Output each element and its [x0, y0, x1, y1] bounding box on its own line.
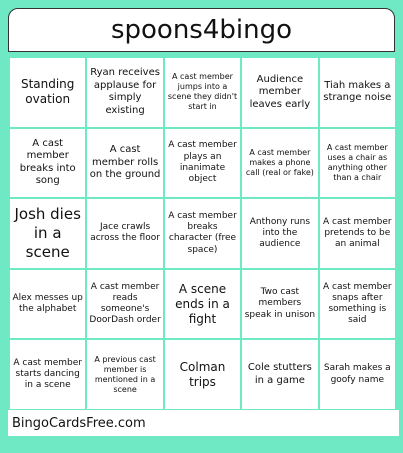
bingo-cell[interactable]: Colman trips [164, 339, 241, 410]
bingo-cell[interactable]: Audience member leaves early [241, 57, 318, 128]
bingo-card [8, 8, 395, 438]
bingo-cell[interactable]: A cast member jumps into a scene they didn't start in [164, 57, 241, 128]
bingo-cell[interactable]: A previous cast member is mentioned in a scene [86, 339, 163, 410]
bingo-cell[interactable]: Standing ovation [9, 57, 86, 128]
bingo-cell[interactable]: Anthony runs into the audience [241, 198, 318, 269]
footer-site-name: BingoCardsFree.com [8, 410, 399, 436]
bingo-cell[interactable]: Sarah makes a goofy name [319, 339, 396, 410]
bingo-cell[interactable]: A cast member makes a phone call (real or fake) [241, 128, 318, 199]
bingo-cell[interactable]: A cast member reads someone's DoorDash order [86, 269, 163, 340]
bingo-cell[interactable]: Ryan receives applause for simply existing [86, 57, 163, 128]
bingo-cell[interactable]: A cast member starts dancing in a scene [9, 339, 86, 410]
bingo-grid [8, 56, 397, 411]
bingo-cell[interactable]: Cole stutters in a game [241, 339, 318, 410]
bingo-cell[interactable]: A cast member snaps after something is said [319, 269, 396, 340]
bingo-cell[interactable]: Alex messes up the alphabet [9, 269, 86, 340]
bingo-cell[interactable]: A cast member rolls on the ground [86, 128, 163, 199]
bingo-cell[interactable]: Josh dies in a scene [9, 198, 86, 269]
bingo-cell[interactable]: Two cast members speak in unison [241, 269, 318, 340]
bingo-cell[interactable]: A cast member breaks into song [9, 128, 86, 199]
bingo-cell[interactable]: A cast member pretends to be an animal [319, 198, 396, 269]
card-title: spoons4bingo [8, 8, 395, 52]
bingo-cell[interactable]: A cast member breaks character (free space) [164, 198, 241, 269]
bingo-cell[interactable]: Jace crawls across the floor [86, 198, 163, 269]
bingo-cell[interactable]: Tiah makes a strange noise [319, 57, 396, 128]
bingo-cell[interactable]: A scene ends in a fight [164, 269, 241, 340]
bingo-cell[interactable]: A cast member uses a chair as anything other than a chair [319, 128, 396, 199]
bingo-cell[interactable]: A cast member plays an inanimate object [164, 128, 241, 199]
